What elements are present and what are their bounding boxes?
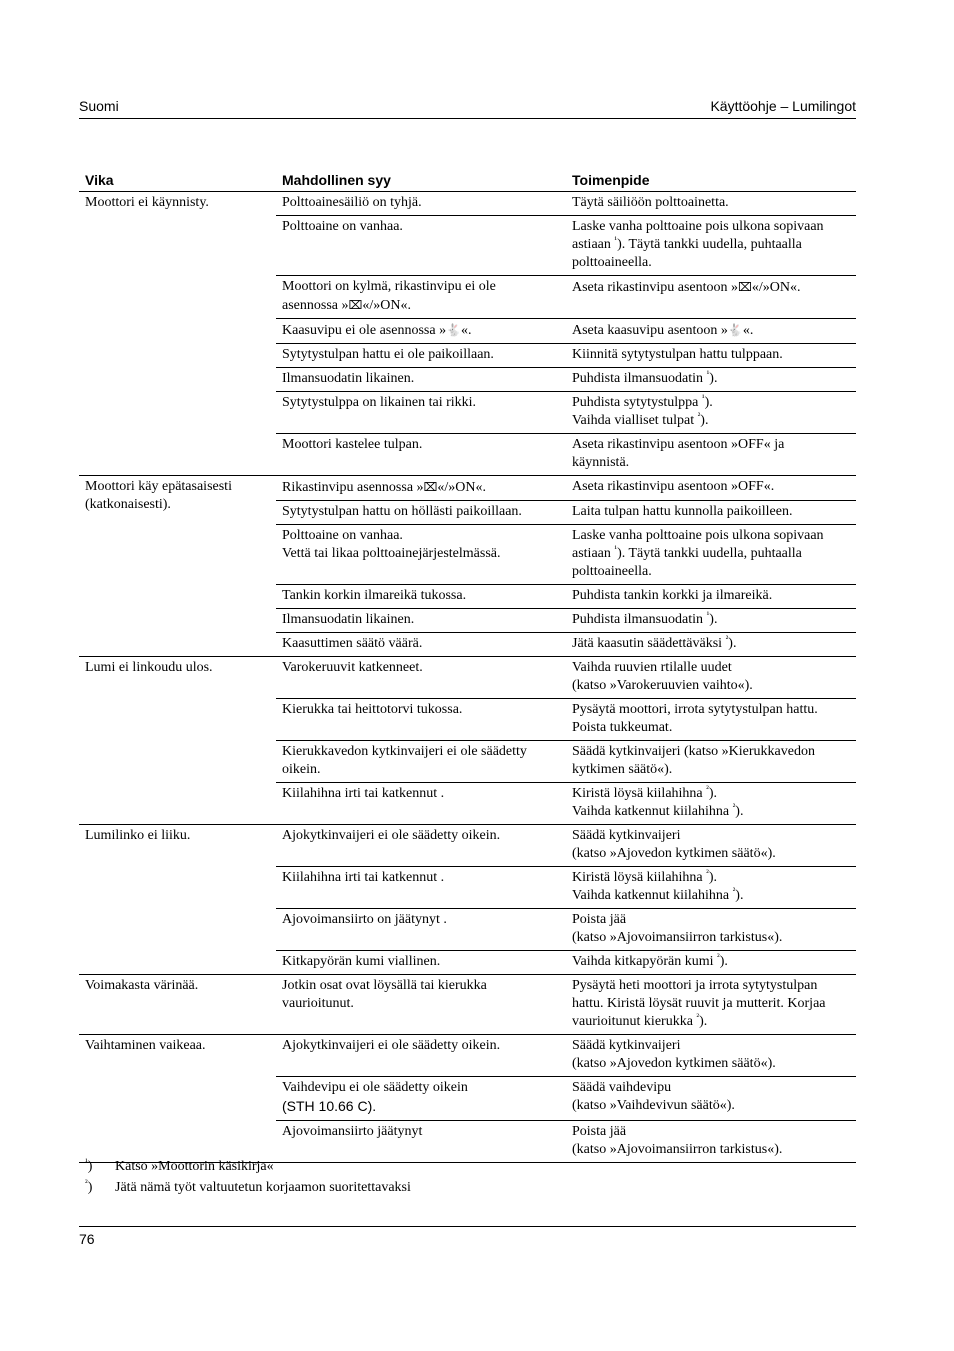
cause-cell — [276, 951, 566, 975]
cause-cell — [276, 501, 566, 525]
cause-cell-line: Kaasuttimen säätö väärä. — [282, 636, 423, 651]
remedy-cell — [566, 951, 856, 975]
cause-cell — [276, 216, 566, 276]
remedy-cell-line: Poista jää — [572, 1124, 627, 1139]
footnote-mark: $^{^2}$) — [85, 1177, 93, 1195]
fault-cell — [79, 476, 276, 657]
cause-cell-line: oikein. — [282, 762, 321, 777]
remedy-cell — [566, 368, 856, 392]
cause-cell — [276, 525, 566, 585]
page-header — [79, 96, 856, 119]
remedy-cell-line: Vaihda katkennut kiilahihna $^{^2}$). — [572, 801, 744, 819]
remedy-cell — [566, 319, 856, 344]
remedy-cell — [566, 216, 856, 276]
remedy-cell-line: (katso »Ajovoimansiirron tarkistus«). — [572, 930, 783, 945]
cause-cell-line: Ajokytkinvaijeri ei ole säädetty oikein. — [282, 1038, 501, 1053]
column-header-cause: Mahdollinen syy — [276, 168, 566, 192]
remedy-cell-line: polttoaineella. — [572, 564, 652, 579]
cause-cell — [276, 867, 566, 909]
cause-cell-line: Moottori kastelee tulpan. — [282, 437, 423, 452]
remedy-cell — [566, 501, 856, 525]
fault-cell-line: Lumi ei linkoudu ulos. — [85, 660, 213, 675]
footnote — [79, 1177, 856, 1198]
remedy-cell-line: Vaihda ruuvien rtilalle uudet — [572, 660, 732, 675]
fault-cell-line: Lumilinko ei liiku. — [85, 828, 191, 843]
cause-cell — [276, 276, 566, 319]
cause-cell-line: Moottori on kylmä, rikastinvipu ei ole — [282, 279, 496, 294]
remedy-cell-line: käynnistä. — [572, 455, 630, 470]
remedy-cell-line: Laske vanha polttoaine pois ulkona sopivaan — [572, 219, 824, 234]
remedy-cell — [566, 476, 856, 501]
remedy-cell-line: Säädä kytkinvaijeri — [572, 1038, 681, 1053]
remedy-cell — [566, 741, 856, 783]
footnote-text: Jätä nämä työt valtuutetun korjaamon suoritettavaksi — [115, 1180, 411, 1195]
remedy-cell — [566, 909, 856, 951]
cause-cell — [276, 909, 566, 951]
remedy-cell — [566, 1077, 856, 1121]
cause-cell-line: Tankin korkin ilmareikä tukossa. — [282, 588, 467, 603]
cause-cell — [276, 434, 566, 476]
cause-cell-line: Jotkin osat ovat löysällä tai kierukka — [282, 978, 487, 993]
cause-cell — [276, 1035, 566, 1077]
troubleshooting-table — [79, 168, 856, 1163]
cause-cell-line: Kierukka tai heittotorvi tukossa. — [282, 702, 463, 717]
remedy-cell-line: Poista jää — [572, 912, 627, 927]
cause-cell-line: Ajokytkinvaijeri ei ole säädetty oikein. — [282, 828, 501, 843]
cause-cell-line: Sytytystulpan hattu on höllästi paikoillaan. — [282, 504, 522, 519]
cause-cell — [276, 741, 566, 783]
cause-cell-line: Kiilahihna irti tai katkennut . — [282, 786, 445, 801]
remedy-cell-line: Vaihda katkennut kiilahihna $^{^2}$). — [572, 885, 744, 903]
cause-cell — [276, 192, 566, 216]
page-number: 76 — [79, 1231, 95, 1247]
footnote-mark: $^{^1}$) — [85, 1156, 93, 1174]
cause-cell — [276, 368, 566, 392]
table-row — [79, 657, 856, 699]
column-header-fault: Vika — [79, 168, 276, 192]
fault-cell — [79, 192, 276, 476]
table-row — [79, 825, 856, 867]
cause-cell-line: Vettä tai likaa polttoainejärjestelmässä. — [282, 546, 501, 561]
cause-cell-line: Kiilahihna irti tai katkennut . — [282, 870, 445, 885]
cause-cell-line: Kierukkavedon kytkinvaijeri ei ole säädetty — [282, 744, 527, 759]
remedy-cell-line: Vaihda vialliset tulpat $^{^2}$). — [572, 410, 709, 428]
cause-cell-line: Ilmansuodatin likainen. — [282, 612, 415, 627]
remedy-cell — [566, 392, 856, 434]
cause-cell-line: Ajovoimansiirto jäätynyt — [282, 1124, 423, 1139]
remedy-cell-line: Kiristä löysä kiilahihna $^{^2}$). — [572, 783, 718, 801]
cause-cell — [276, 783, 566, 825]
remedy-cell-line: Puhdista tankin korkki ja ilmareikä. — [572, 588, 773, 603]
remedy-cell-line: Aseta rikastinvipu asentoon »⌧«/»ON«. — [572, 280, 801, 295]
remedy-cell — [566, 867, 856, 909]
remedy-cell — [566, 825, 856, 867]
cause-cell-line: (STH 10.66 C). — [282, 1098, 377, 1114]
remedy-cell — [566, 633, 856, 657]
remedy-cell-line: Kiristä löysä kiilahihna $^{^2}$). — [572, 867, 718, 885]
remedy-cell-line: Laske vanha polttoaine pois ulkona sopivaan — [572, 528, 824, 543]
cause-cell — [276, 476, 566, 501]
remedy-cell-line: Laita tulpan hattu kunnolla paikoilleen. — [572, 504, 793, 519]
remedy-cell-line: Poista tukkeumat. — [572, 720, 673, 735]
remedy-cell-line: (katso »Ajovedon kytkimen säätö«). — [572, 1056, 776, 1071]
cause-cell — [276, 633, 566, 657]
header-document-title: Käyttöohje – Lumilingot — [710, 98, 856, 114]
cause-cell-line: Kitkapyörän kumi viallinen. — [282, 954, 441, 969]
remedy-cell — [566, 344, 856, 368]
cause-cell — [276, 344, 566, 368]
remedy-cell-line: Pysäytä moottori, irrota sytytystulpan hattu. — [572, 702, 818, 717]
cause-cell — [276, 585, 566, 609]
remedy-cell-line: kytkimen säätö«). — [572, 762, 673, 777]
table-header-row — [79, 168, 856, 192]
cause-cell-line: Polttoainesäiliö on tyhjä. — [282, 195, 422, 210]
choke-symbol-icon: ⌧ — [738, 280, 752, 294]
cause-cell — [276, 825, 566, 867]
fault-cell-line: Voimakasta värinää. — [85, 978, 199, 993]
fault-cell — [79, 975, 276, 1035]
remedy-cell-line: Aseta rikastinvipu asentoon »OFF« ja — [572, 437, 785, 452]
footnotes — [79, 1156, 856, 1198]
cause-cell-line: Vaihdevipu ei ole säädetty oikein — [282, 1080, 468, 1095]
cause-cell — [276, 392, 566, 434]
remedy-cell-line: (katso »Vaihdevivun säätö«). — [572, 1098, 735, 1113]
remedy-cell — [566, 434, 856, 476]
cause-cell — [276, 657, 566, 699]
fault-cell — [79, 825, 276, 975]
remedy-cell — [566, 192, 856, 216]
footnote-text: Katso »Moottorin käsikirja« — [115, 1159, 274, 1174]
remedy-cell — [566, 585, 856, 609]
cause-cell-line: Rikastinvipu asennossa »⌧«/»ON«. — [282, 480, 486, 495]
remedy-cell-line: astiaan $^{^1}$). Täytä tankki uudella, puhtaalla — [572, 543, 802, 561]
cause-cell — [276, 699, 566, 741]
remedy-cell-line: Säädä vaihdevipu — [572, 1080, 672, 1095]
page-footer — [79, 1226, 856, 1247]
table-body — [79, 192, 856, 1163]
remedy-cell — [566, 657, 856, 699]
cause-cell-line: Polttoaine on vanhaa. — [282, 528, 403, 543]
throttle-fast-icon: 🐇 — [446, 323, 462, 337]
fault-cell-line: Moottori käy epätasaisesti — [85, 479, 232, 494]
table-row — [79, 1035, 856, 1077]
cause-cell-line: Polttoaine on vanhaa. — [282, 219, 403, 234]
table-row — [79, 476, 856, 501]
cause-cell-line: vaurioitunut. — [282, 996, 354, 1011]
remedy-cell-line: Kiinnitä sytytystulpan hattu tulppaan. — [572, 347, 783, 362]
cause-cell — [276, 1077, 566, 1121]
remedy-cell-line: Puhdista ilmansuodatin $^{^1}$). — [572, 368, 718, 386]
throttle-fast-icon: 🐇 — [727, 323, 743, 337]
remedy-cell — [566, 783, 856, 825]
remedy-cell-line: Vaihda kitkapyörän kumi $^{^2}$). — [572, 951, 728, 969]
cause-cell-line: Sytytystulppa on likainen tai rikki. — [282, 395, 477, 410]
remedy-cell-line: Pysäytä heti moottori ja irrota sytytystulpan — [572, 978, 818, 993]
header-language: Suomi — [79, 98, 119, 114]
remedy-cell-line: polttoaineella. — [572, 255, 652, 270]
remedy-cell — [566, 699, 856, 741]
cause-cell — [276, 609, 566, 633]
fault-cell-line: (katkonaisesti). — [85, 497, 171, 512]
fault-cell — [79, 657, 276, 825]
footnote — [79, 1156, 856, 1177]
remedy-cell — [566, 975, 856, 1035]
choke-symbol-icon: ⌧ — [423, 480, 438, 494]
remedy-cell-line: (katso »Ajovoimansiirron tarkistus«). — [572, 1142, 783, 1157]
cause-cell-line: Sytytystulpan hattu ei ole paikoillaan. — [282, 347, 494, 362]
remedy-cell — [566, 525, 856, 585]
remedy-cell-line: Täytä säiliöön polttoainetta. — [572, 195, 729, 210]
remedy-cell — [566, 276, 856, 319]
remedy-cell — [566, 609, 856, 633]
fault-cell-line: Moottori ei käynnisty. — [85, 195, 209, 210]
remedy-cell-line: (katso »Varokeruuvien vaihto«). — [572, 678, 753, 693]
remedy-cell — [566, 1035, 856, 1077]
cause-cell-line: Ajovoimansiirto on jäätynyt . — [282, 912, 447, 927]
choke-symbol-icon: ⌧ — [348, 298, 363, 312]
column-header-remedy: Toimenpide — [566, 168, 856, 192]
cause-cell-line: Ilmansuodatin likainen. — [282, 371, 415, 386]
remedy-cell-line: Puhdista ilmansuodatin $^{^1}$). — [572, 609, 718, 627]
remedy-cell-line: Säädä kytkinvaijeri — [572, 828, 681, 843]
remedy-cell-line: Aseta kaasuvipu asentoon »🐇«. — [572, 323, 754, 338]
table-row — [79, 975, 856, 1035]
remedy-cell-line: hattu. Kiristä löysät ruuvit ja mutterit. Korjaa — [572, 996, 826, 1011]
fault-cell-line: Vaihtaminen vaikeaa. — [85, 1038, 206, 1053]
fault-cell — [79, 1035, 276, 1163]
cause-cell — [276, 319, 566, 344]
remedy-cell-line: astiaan $^{^1}$). Täytä tankki uudella, puhtaalla — [572, 234, 802, 252]
table-row — [79, 192, 856, 216]
cause-cell — [276, 975, 566, 1035]
remedy-cell-line: Aseta rikastinvipu asentoon »OFF«. — [572, 479, 775, 494]
cause-cell-line: asennossa »⌧«/»ON«. — [282, 298, 411, 313]
remedy-cell-line: Puhdista sytytystulppa $^{^1}$). — [572, 392, 713, 410]
remedy-cell-line: Säädä kytkinvaijeri (katso »Kierukkavedon — [572, 744, 815, 759]
cause-cell-line: Kaasuvipu ei ole asennossa »🐇«. — [282, 323, 472, 338]
remedy-cell-line: Jätä kaasutin säädettäväksi $^{^2}$). — [572, 633, 737, 651]
remedy-cell-line: (katso »Ajovedon kytkimen säätö«). — [572, 846, 776, 861]
remedy-cell-line: vaurioitunut kierukka $^{^2}$). — [572, 1011, 708, 1029]
cause-cell-line: Varokeruuvit katkenneet. — [282, 660, 423, 675]
